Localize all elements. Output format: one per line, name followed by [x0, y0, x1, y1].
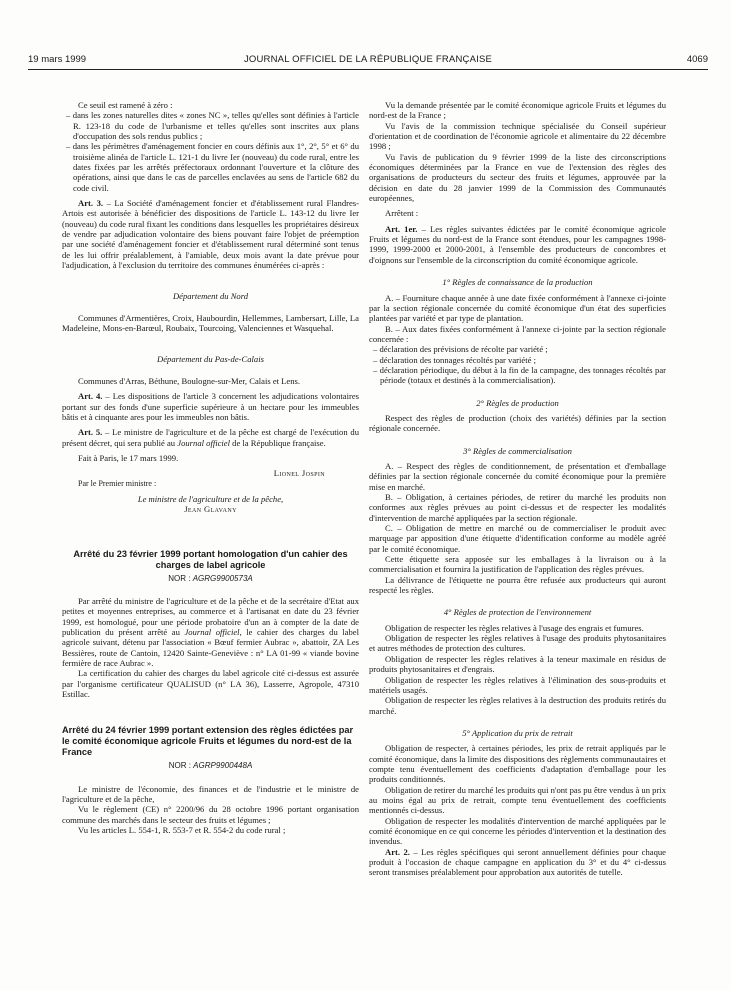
section-paragraph: C. – Obligation de mettre en marché ou de commercialiser le produit avec marquage par apposition d'une étiquette d'identification conforme au modèle agréé par le comité économique.: [369, 523, 666, 554]
page-number: 4069: [686, 54, 708, 65]
article-text: – Le ministre de l'agriculture et de la pêche est chargé de l'exécution du présent décret, qui sera publié au: [62, 427, 359, 448]
department-heading: Département du Nord: [172, 290, 249, 301]
article-label: Art. 3.: [78, 198, 104, 209]
section-paragraph: Obligation de respecter les règles relatives à l'usage des produits phytosanitaires et autres méthodes de protection des cultures.: [369, 633, 666, 654]
par-le: Par le Premier ministre :: [78, 478, 157, 488]
arrete-paragraph: La certification du cahier des charges du label agricole cité ci-dessus est assurée par l'organisme certificateur QUALISUD (n° LA 36), Lasserre, Agropole, 47310 Estillac.: [62, 668, 359, 700]
header-date: 19 mars 1999: [28, 54, 87, 65]
dash-item: – déclaration des prévisions de récolte par variété ;: [373, 344, 548, 355]
section-paragraph: Cette étiquette sera apposée sur les emballages à la livraison ou à la commercialisation et fournira la justification de l'application des règles prévues.: [369, 554, 666, 575]
article-label: Art. 1er.: [385, 223, 418, 234]
arrete-paragraph: Vu les articles L. 554-1, R. 553-7 et R. 554-2 du code rural ;: [78, 825, 286, 836]
section-heading: 2° Règles de production: [476, 397, 559, 408]
arrete-title: Arrêté du 24 février 1999 portant extension des règles édictées par le comité économique agricole Fruits et légumes du nord-est de la France: [62, 725, 354, 758]
section-paragraph: Obligation de respecter les règles relatives à la destruction des produits retirés du marché.: [369, 695, 666, 716]
vu-paragraph: Vu l'avis de publication du 9 février 1999 de la liste des circonscriptions économiques déterminées par la France en vue de l'extension des règles des organisations de producteurs du secteur des fruits et légumes, approuvée par la décision en date du 28 janvier 1999 de la Commission des Communautés européennes,: [369, 151, 666, 204]
section-heading: 4° Règles de protection de l'environnement: [443, 607, 592, 618]
signatory: Lionel Jospin: [273, 468, 325, 479]
article-label: Art. 4.: [78, 391, 103, 402]
dash-item: – déclaration périodique, du début à la fin de la campagne, des tonnages récoltés par période (totaux et destinés à la commercialisation).: [373, 364, 666, 386]
journal-title: JOURNAL OFFICIEL DE LA RÉPUBLIQUE FRANÇAISE: [243, 54, 493, 65]
nor-reference: [62, 761, 359, 771]
section-paragraph: Obligation de respecter, à certaines périodes, les prix de retrait appliqués par le comité économique, dans la limite des dispositions des règlements communautaires et compte tenu éventuellement des coefficients d'adaptation d'emballage pour les produits conditionnés.: [369, 743, 666, 785]
minister-name: Jean Glavany: [184, 504, 237, 515]
section-paragraph: Obligation de retirer du marché les produits qui n'ont pas pu être vendus à un prix au moins égal au prix de retrait, compte tenu éventuellement des coefficients mentionnés ci-dessus.: [369, 784, 667, 816]
section-paragraph: B. – Aux dates fixées conformément à l'annexe ci-jointe par la section régionale concernée :: [369, 323, 666, 344]
nor-label: NOR :: [168, 573, 193, 583]
journal-officiel: Journal officiel: [177, 437, 231, 448]
article-2: [369, 847, 666, 878]
section-paragraph: A. – Respect des règles de conditionnement, de présentation et d'emballage définies par la section régionale concernée du comité économique pour la première mise en marché.: [369, 460, 666, 492]
arrete-text: Par arrêté du ministre de l'agriculture et de la pêche et de la secrétaire d'Etat aux petites et moyennes entreprises, au commerce et à l'artisanat en date du 23 février 1999, est homologué, pour une période probatoire d'un an à compter de la date de publication du présent arrêté au: [62, 596, 359, 638]
section-paragraph: Obligation de respecter les modalités d'intervention de marché appliquées par le comité économique en ce qui concerne les périodes d'intervention et la destination des invendus.: [369, 815, 666, 847]
vu-paragraph: Vu la demande présentée par le comité économique agricole Fruits et légumes du nord-est de la France ;: [369, 100, 666, 121]
arretent: Arrêtent :: [385, 208, 419, 219]
section-paragraph: Obligation de respecter les règles relatives à la teneur maximale en résidus de produits phytosanitaires et d'engrais.: [369, 653, 666, 675]
article-label: Art. 2.: [385, 846, 410, 857]
article-4: [62, 391, 359, 422]
article-1: [369, 224, 666, 265]
dash-item: – déclaration des tonnages récoltés par variété ;: [373, 354, 536, 365]
page-header: [28, 54, 708, 68]
dash-item: – dans les périmètres d'aménagement foncier en cours définis aux 1°, 2°, 5° et 6° du troisième alinéa de l'article L. 121-1 du livre Ier (nouveau) du code rural, entre les dates fixées par les arrêtés préfectoraux ordonnant l'ouverture et la clôture des opérations, ainsi que dans le cas de parcelles enclavées au sens de l'article 682 du code civil.: [66, 141, 359, 193]
article-text: – Les règles spécifiques qui seront annuellement définies pour chaque produit à l'occasion de chaque campagne en application du 3° et du 4° ci-dessus seront transmises préalablement pour approbation aux autorités de tutelle.: [369, 846, 666, 878]
communes-list: Communes d'Armentières, Croix, Haubourdin, Hellemmes, Lambersart, Lille, La Madeleine, Mons-en-Barœul, Roubaix, Tourcoing, Valenciennes et Wasquehal.: [62, 312, 359, 334]
section-heading: 1° Règles de connaissance de la production: [442, 277, 593, 288]
paragraph: Ce seuil est ramené à zéro :: [78, 100, 173, 110]
article-label: Art. 5.: [78, 427, 103, 438]
arrete-paragraph: Le ministre de l'économie, des finances et de l'industrie et le ministre de l'agriculture et de la pêche,: [62, 783, 359, 805]
section-paragraph: Respect des règles de production (choix des variétés) définies par la section régionale concernée.: [369, 412, 666, 434]
communes-list: Communes d'Arras, Béthune, Boulogne-sur-Mer, Calais et Lens.: [78, 375, 301, 386]
left-column: [62, 100, 359, 836]
journal-officiel: Journal officiel: [184, 627, 240, 638]
arrete-title: Arrêté du 23 février 1999 portant homologation d'un cahier des charges de label agricole: [73, 548, 348, 570]
section-paragraph: Obligation de respecter les règles relatives à l'usage des engrais et fumures.: [385, 622, 644, 633]
arrete-text-end: , le cahier des charges du label agricole suivant, détenu par l'association « Bœuf fermier Aubrac », abattoir, ZA Les Bessières, route de Cantoin, 12420 Sainte-Geneviève : n° LA 01-99 « viande bovine fermière de race Aubrac ».: [62, 627, 359, 669]
section-heading: 3° Règles de commercialisation: [463, 445, 572, 456]
nor-label: NOR :: [168, 761, 194, 771]
article-5: [62, 427, 359, 448]
nor-reference: [62, 574, 359, 584]
right-column: [369, 100, 666, 878]
arrete-paragraph: [62, 596, 359, 668]
header-rule: [28, 69, 708, 70]
article-text: – La Société d'aménagement foncier et d'établissement rural Flandres-Artois est autorisée à bénéficier des dispositions de l'article L. 143-12 du livre Ier (nouveau) du code rural fixant les conditions dans lesquelles les propriétaires désireux de vendre par adjudication volontaire des biens pouvant faire l'objet de préemption par une société d'aménagement foncier et d'établissement rural déterminé sont tenus de les lui offrir préalablement, à l'amiable, deux mois avant la date prévue pour l'adjudication, à l'exclusion du territoire des communes énumérées ci-après :: [62, 198, 360, 271]
department-heading: Département du Pas-de-Calais: [157, 353, 264, 364]
nor-code: AGRG9900573A: [192, 573, 253, 583]
section-paragraph: La délivrance de l'étiquette ne pourra être refusée aux producteurs qui auront respecté les règles.: [369, 574, 666, 596]
article-3: [62, 198, 359, 270]
section-paragraph: Obligation de respecter les règles relatives à l'élimination des sous-produits et matériels usagés.: [369, 674, 666, 695]
dash-item: – dans les zones naturelles dites « zones NC », telles qu'elles sont définies à l'article R. 123-18 du code de l'urbanisme et telles qu'elles sont inscrites aux plans d'occupation des sols rendus publics ;: [66, 110, 359, 142]
arrete-paragraph: Vu le règlement (CE) n° 2200/96 du 28 octobre 1996 portant organisation commune des marchés dans le secteur des fruits et légumes ;: [62, 804, 359, 825]
article-text: – Les dispositions de l'article 3 concernent les adjudications volontaires portant sur des fonds d'une superficie supérieure à un hectare pour les immeubles bâtis et à cinquante ares pour les immeubles non bâtis.: [62, 391, 359, 422]
article-text: – Les règles suivantes édictées par le comité économique agricole Fruits et légumes du nord-est de la France sont étendues, pour les campagnes 1998-1999, 1999-2000 et 2000-2001, à l'ensemble des producteurs de concombres et d'oignons sur l'ensemble de la circonscription du comité économique agricole.: [369, 223, 666, 265]
fait-a: Fait à Paris, le 17 mars 1999.: [78, 452, 179, 463]
vu-paragraph: Vu l'avis de la commission technique spécialisée du Conseil supérieur d'orientation et de coordination de l'économie agricole et alimentaire du 22 décembre 1998 ;: [369, 120, 666, 152]
section-heading: 5° Application du prix de retrait: [462, 727, 573, 738]
minister-title: Le ministre de l'agriculture et de la pêche,: [137, 493, 284, 504]
section-paragraph: A. – Fourniture chaque année à une date fixée conformément à l'annexe ci-jointe par la section régionale concernée du comité économique d'un état des superficies plantées par variété et par type de plantation.: [369, 292, 666, 324]
section-paragraph: B. – Obligation, à certaines périodes, de retirer du marché les produits non conformes aux règles prévues au point ci-dessus et de respecter les modalités d'intervention de marché appliquées par la section régionale.: [369, 492, 666, 523]
article-text-end: de la République française.: [230, 437, 326, 448]
nor-code: AGRP9900448A: [193, 761, 253, 771]
